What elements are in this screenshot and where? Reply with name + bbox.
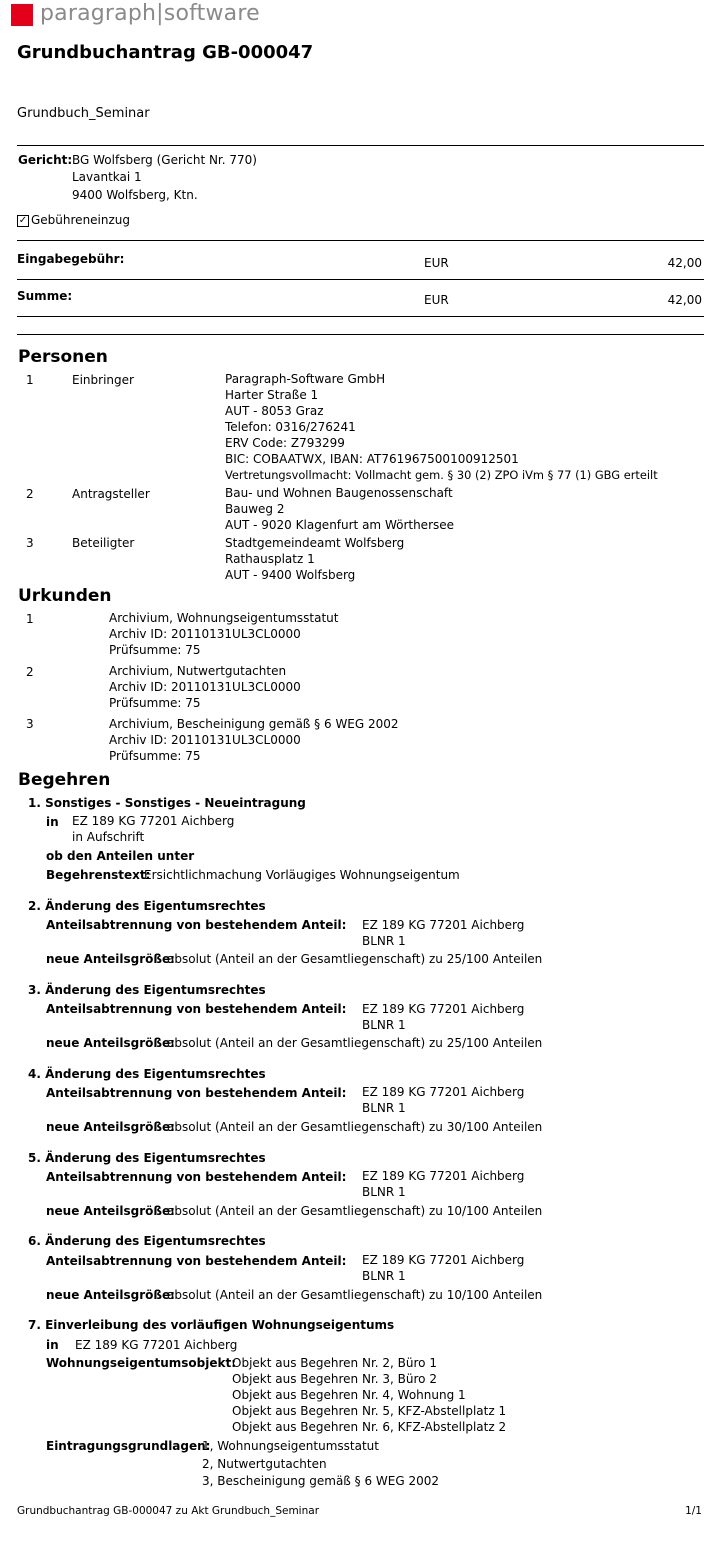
urkunde-line: Archivium, Bescheinigung gemäß § 6 WEG 2002	[109, 717, 399, 731]
begehren-title: 3. Änderung des Eigentumsrechtes	[28, 983, 266, 997]
person-role: Beteiligter	[72, 536, 135, 550]
neu-label: neue Anteilsgröße:	[46, 952, 175, 966]
urkunde-line: Prüfsumme: 75	[109, 696, 201, 710]
person-line: AUT - 8053 Graz	[225, 404, 324, 418]
begehrenstext-value: Ersichtlichmachung Vorläugiges Wohnungseigentum	[144, 868, 460, 882]
gericht-line: 9400 Wolfsberg, Ktn.	[72, 188, 198, 202]
footer-text: Grundbuchantrag GB-000047 zu Akt Grundbuch_Seminar	[17, 1505, 320, 1517]
neu-label: neue Anteilsgröße:	[46, 1036, 175, 1050]
urkunde-line: Prüfsumme: 75	[109, 643, 201, 657]
fee-currency: EUR	[424, 256, 449, 270]
anteil-ez: EZ 189 KG 77201 Aichberg	[362, 1169, 525, 1183]
anteil-blnr: BLNR 1	[362, 1018, 406, 1032]
grundlage-line: 1, Wohnungseigentumsstatut	[202, 1439, 379, 1453]
person-line: Rathausplatz 1	[225, 552, 315, 566]
neu-value: absolut (Anteil an der Gesamtliegenschaft) zu 25/100 Anteilen	[167, 952, 543, 966]
gericht-line: Lavantkai 1	[72, 170, 142, 184]
sum-label: Summe:	[17, 289, 73, 303]
gericht-line: BG Wolfsberg (Gericht Nr. 770)	[72, 153, 257, 167]
fee-amount: 42,00	[667, 256, 702, 270]
anteil-blnr: BLNR 1	[362, 1185, 406, 1199]
anteil-label: Anteilsabtrennung von bestehendem Anteil:	[46, 1170, 347, 1184]
begehrenstext-label: Begehrenstext:	[46, 868, 151, 882]
urkunde-nr: 1	[26, 612, 34, 626]
neu-label: neue Anteilsgröße:	[46, 1204, 175, 1218]
begehren-title: 6. Änderung des Eigentumsrechtes	[28, 1234, 266, 1248]
urkunde-line: Archiv ID: 20110131UL3CL0000	[109, 733, 301, 747]
logo-text: paragraph|software	[40, 1, 260, 26]
urkunden-heading: Urkunden	[18, 586, 112, 606]
neu-value: absolut (Anteil an der Gesamtliegenschaft) zu 25/100 Anteilen	[167, 1036, 543, 1050]
begehren-title: 2. Änderung des Eigentumsrechtes	[28, 899, 266, 913]
divider	[17, 279, 704, 280]
gericht-label: Gericht:	[18, 153, 73, 167]
anteil-blnr: BLNR 1	[362, 1101, 406, 1115]
person-line: Telefon: 0316/276241	[225, 420, 356, 434]
divider	[17, 334, 704, 335]
objekt-line: Objekt aus Begehren Nr. 3, Büro 2	[232, 1372, 437, 1386]
anteil-ez: EZ 189 KG 77201 Aichberg	[362, 1002, 525, 1016]
begehren-title: 1. Sonstiges - Sonstiges - Neueintragung	[28, 796, 306, 810]
person-line: BIC: COBAATWX, IBAN: AT761967500100912501	[225, 452, 519, 466]
page-title: Grundbuchantrag GB-000047	[17, 42, 314, 63]
anteil-label: Anteilsabtrennung von bestehendem Anteil:	[46, 1002, 347, 1016]
logo-icon	[11, 4, 33, 26]
objekt-label: Wohnungseigentumsobjekt:	[46, 1356, 237, 1370]
person-line: Stadtgemeindeamt Wolfsberg	[225, 536, 405, 550]
objekt-line: Objekt aus Begehren Nr. 5, KFZ-Abstellplatz 1	[232, 1404, 507, 1418]
urkunde-line: Archivium, Wohnungseigentumsstatut	[109, 611, 339, 625]
anteil-ez: EZ 189 KG 77201 Aichberg	[362, 1253, 525, 1267]
anteil-label: Anteilsabtrennung von bestehendem Anteil:	[46, 1086, 347, 1100]
begehren-title: 5. Änderung des Eigentumsrechtes	[28, 1151, 266, 1165]
urkunde-nr: 3	[26, 717, 34, 731]
person-nr: 2	[26, 487, 34, 501]
person-line: Bau- und Wohnen Baugenossenschaft	[225, 486, 453, 500]
begehren-title: 4. Änderung des Eigentumsrechtes	[28, 1067, 266, 1081]
in-label: in	[46, 815, 59, 829]
urkunde-line: Archiv ID: 20110131UL3CL0000	[109, 627, 301, 641]
person-line: Harter Straße 1	[225, 388, 319, 402]
akt-name: Grundbuch_Seminar	[17, 106, 150, 121]
anteil-ez: EZ 189 KG 77201 Aichberg	[362, 1085, 525, 1099]
divider	[17, 240, 704, 241]
in-label: in	[46, 1338, 59, 1352]
urkunde-line: Archiv ID: 20110131UL3CL0000	[109, 680, 301, 694]
begehren-title: 7. Einverleibung des vorläufigen Wohnungseigentums	[28, 1318, 395, 1332]
objekt-line: Objekt aus Begehren Nr. 2, Büro 1	[232, 1356, 437, 1370]
neu-label: neue Anteilsgröße:	[46, 1288, 175, 1302]
urkunde-nr: 2	[26, 665, 34, 679]
person-line: AUT - 9020 Klagenfurt am Wörthersee	[225, 518, 455, 532]
person-line: AUT - 9400 Wolfsberg	[225, 568, 356, 582]
objekt-line: Objekt aus Begehren Nr. 6, KFZ-Abstellplatz 2	[232, 1420, 507, 1434]
grundlage-line: 2, Nutwertgutachten	[202, 1457, 327, 1471]
neu-label: neue Anteilsgröße:	[46, 1120, 175, 1134]
in-value: in Aufschrift	[72, 830, 145, 844]
in-value: EZ 189 KG 77201 Aichberg	[72, 814, 235, 828]
neu-value: absolut (Anteil an der Gesamtliegenschaft) zu 30/100 Anteilen	[167, 1120, 543, 1134]
person-line: Vertretungsvollmacht: Vollmacht gem. § 30 (2) ZPO iVm § 77 (1) GBG erteilt	[225, 468, 658, 482]
neu-value: absolut (Anteil an der Gesamtliegenschaft) zu 10/100 Anteilen	[167, 1288, 543, 1302]
ob-label: ob den Anteilen unter	[46, 849, 195, 863]
person-role: Einbringer	[72, 373, 134, 387]
person-line: Bauweg 2	[225, 502, 285, 516]
personen-heading: Personen	[18, 347, 108, 367]
person-role: Antragsteller	[72, 487, 150, 501]
anteil-ez: EZ 189 KG 77201 Aichberg	[362, 918, 525, 932]
person-nr: 3	[26, 536, 34, 550]
urkunde-line: Archivium, Nutwertgutachten	[109, 664, 287, 678]
objekt-line: Objekt aus Begehren Nr. 4, Wohnung 1	[232, 1388, 466, 1402]
page-number: 1/1	[685, 1505, 702, 1517]
anteil-blnr: BLNR 1	[362, 934, 406, 948]
sum-currency: EUR	[424, 293, 449, 307]
person-line: Paragraph-Software GmbH	[225, 372, 386, 386]
urkunde-line: Prüfsumme: 75	[109, 749, 201, 763]
anteil-label: Anteilsabtrennung von bestehendem Anteil:	[46, 1254, 347, 1268]
grundlagen-label: Eintragungsgrundlagen:	[46, 1439, 211, 1453]
gebuehreneinzug-checkbox[interactable]: ✓	[18, 215, 28, 226]
gebuehreneinzug-label: Gebühreneinzug	[31, 213, 131, 227]
person-nr: 1	[26, 373, 34, 387]
divider	[17, 145, 704, 146]
grundlage-line: 3, Bescheinigung gemäß § 6 WEG 2002	[202, 1474, 440, 1488]
fee-label: Eingabegebühr:	[17, 252, 125, 266]
sum-amount: 42,00	[667, 293, 702, 307]
anteil-blnr: BLNR 1	[362, 1269, 406, 1283]
in-value: EZ 189 KG 77201 Aichberg	[75, 1338, 238, 1352]
person-line: ERV Code: Z793299	[225, 436, 345, 450]
begehren-heading: Begehren	[18, 770, 111, 790]
divider	[17, 316, 704, 317]
neu-value: absolut (Anteil an der Gesamtliegenschaft) zu 10/100 Anteilen	[167, 1204, 543, 1218]
anteil-label: Anteilsabtrennung von bestehendem Anteil:	[46, 918, 347, 932]
